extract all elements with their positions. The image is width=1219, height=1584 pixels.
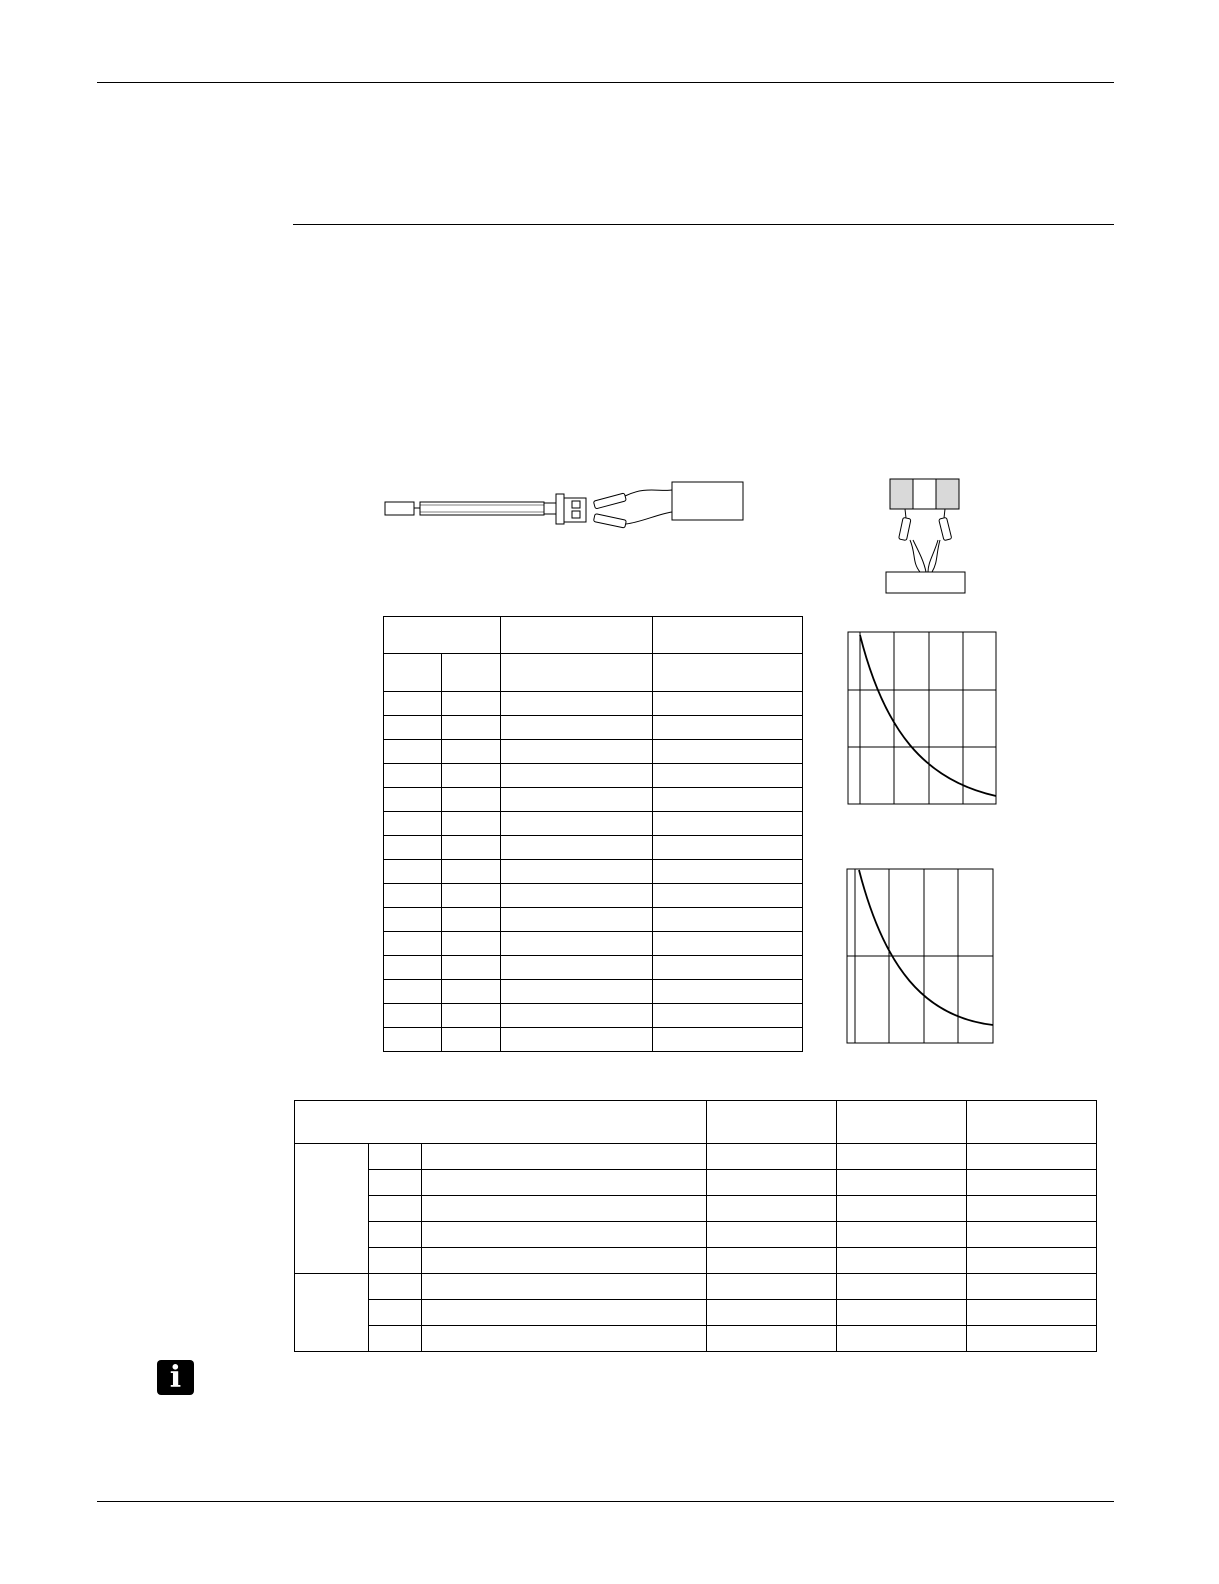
table-cell [442, 764, 501, 788]
table-row [384, 1028, 803, 1052]
table-cell [384, 956, 442, 980]
table-cell [442, 836, 501, 860]
table-subheader-cell [501, 654, 652, 692]
table-cell [501, 1028, 652, 1052]
spec-cell [967, 1300, 1097, 1326]
table-cell [652, 956, 802, 980]
spec-cell [421, 1222, 707, 1248]
connector-drawing [880, 476, 975, 598]
table-cell [501, 740, 652, 764]
spec-header-cell [967, 1101, 1097, 1144]
header-rule [97, 82, 1114, 83]
table-cell [384, 1028, 442, 1052]
table-row [384, 860, 803, 884]
table-row [384, 716, 803, 740]
table-cell [442, 740, 501, 764]
table-subheader-cell [652, 654, 802, 692]
resistance-table [383, 616, 803, 1052]
spec-cell [837, 1274, 967, 1300]
table-cell [501, 1004, 652, 1028]
table-cell [384, 812, 442, 836]
table-cell [442, 1004, 501, 1028]
spec-cell [368, 1326, 421, 1352]
table-cell [384, 764, 442, 788]
spec-cell [421, 1196, 707, 1222]
table-cell [442, 788, 501, 812]
spec-cell [421, 1248, 707, 1274]
table-cell [442, 1028, 501, 1052]
spec-cell [421, 1170, 707, 1196]
spec-row [295, 1222, 1097, 1248]
table-cell [442, 860, 501, 884]
spec-group-label [295, 1274, 369, 1352]
sensor-probe-drawing [380, 476, 750, 532]
table-cell [501, 788, 652, 812]
spec-cell [421, 1300, 707, 1326]
spec-row [295, 1144, 1097, 1170]
table-cell [501, 812, 652, 836]
spec-row [295, 1248, 1097, 1274]
resistance-curve-graph-2 [844, 867, 996, 1045]
table-cell [652, 860, 802, 884]
table-row [384, 836, 803, 860]
table-cell [652, 884, 802, 908]
table-cell [501, 908, 652, 932]
table-cell [384, 932, 442, 956]
table-subheader-cell [442, 654, 501, 692]
table-cell [384, 980, 442, 1004]
table-cell [442, 932, 501, 956]
table-cell [652, 812, 802, 836]
spec-cell [368, 1144, 421, 1170]
spec-row [295, 1196, 1097, 1222]
table-cell [384, 860, 442, 884]
spec-cell [707, 1222, 837, 1248]
table-cell [501, 764, 652, 788]
table-row [384, 932, 803, 956]
table-cell [442, 884, 501, 908]
table-cell [501, 884, 652, 908]
table-cell [442, 716, 501, 740]
spec-cell [837, 1300, 967, 1326]
table-cell [652, 716, 802, 740]
table-cell [652, 836, 802, 860]
table-cell [652, 932, 802, 956]
spec-cell [707, 1248, 837, 1274]
table-cell [652, 1028, 802, 1052]
table-cell [384, 884, 442, 908]
table-cell [652, 740, 802, 764]
spec-cell [368, 1170, 421, 1196]
spec-row [295, 1300, 1097, 1326]
table-cell [384, 716, 442, 740]
table-header-cell [652, 617, 802, 654]
table-subheader-cell [384, 654, 442, 692]
table-row [384, 884, 803, 908]
spec-cell [967, 1222, 1097, 1248]
spec-cell [707, 1170, 837, 1196]
spec-cell [368, 1196, 421, 1222]
table-row [384, 908, 803, 932]
spec-header-cell [707, 1101, 837, 1144]
spec-cell [421, 1326, 707, 1352]
spec-cell [421, 1144, 707, 1170]
spec-cell [707, 1144, 837, 1170]
table-row [384, 812, 803, 836]
spec-cell [837, 1222, 967, 1248]
table-cell [442, 692, 501, 716]
spec-cell [837, 1144, 967, 1170]
spec-cell [837, 1196, 967, 1222]
table-cell [652, 692, 802, 716]
table-row [384, 740, 803, 764]
spec-header-cell [295, 1101, 707, 1144]
spec-header-cell [837, 1101, 967, 1144]
table-cell [652, 1004, 802, 1028]
info-icon: i [157, 1360, 194, 1395]
spec-cell [368, 1222, 421, 1248]
spec-cell [967, 1144, 1097, 1170]
table-cell [384, 836, 442, 860]
spec-row [295, 1274, 1097, 1300]
spec-cell [707, 1326, 837, 1352]
table-header-cell [501, 617, 652, 654]
spec-cell [707, 1274, 837, 1300]
table-cell [501, 860, 652, 884]
section-rule [293, 224, 1114, 225]
table-cell [501, 692, 652, 716]
table-cell [501, 980, 652, 1004]
spec-cell [967, 1170, 1097, 1196]
spec-cell [421, 1274, 707, 1300]
table-row [384, 956, 803, 980]
footer-rule [97, 1501, 1114, 1502]
table-row [384, 788, 803, 812]
table-cell [442, 980, 501, 1004]
table-cell [652, 764, 802, 788]
spec-cell [707, 1300, 837, 1326]
spec-cell [837, 1248, 967, 1274]
table-cell [384, 908, 442, 932]
table-cell [384, 692, 442, 716]
spec-cell [967, 1326, 1097, 1352]
spec-table [294, 1100, 1097, 1352]
spec-cell [837, 1326, 967, 1352]
table-row [384, 1004, 803, 1028]
spec-cell [967, 1196, 1097, 1222]
table-cell [652, 908, 802, 932]
spec-cell [967, 1274, 1097, 1300]
spec-cell [368, 1248, 421, 1274]
table-cell [652, 788, 802, 812]
spec-cell [368, 1274, 421, 1300]
spec-cell [967, 1248, 1097, 1274]
table-cell [384, 1004, 442, 1028]
table-cell [501, 956, 652, 980]
table-row [384, 980, 803, 1004]
table-cell [501, 932, 652, 956]
table-row [384, 764, 803, 788]
spec-row [295, 1326, 1097, 1352]
table-cell [442, 908, 501, 932]
spec-group-label [295, 1144, 369, 1274]
table-row [384, 692, 803, 716]
table-cell [442, 956, 501, 980]
spec-row [295, 1170, 1097, 1196]
table-cell [501, 716, 652, 740]
table-header-cell [384, 617, 501, 654]
table-cell [442, 812, 501, 836]
spec-cell [837, 1170, 967, 1196]
table-cell [501, 836, 652, 860]
table-cell [652, 980, 802, 1004]
spec-cell [368, 1300, 421, 1326]
table-cell [384, 740, 442, 764]
spec-cell [707, 1196, 837, 1222]
table-cell [384, 788, 442, 812]
resistance-curve-graph-1 [844, 630, 1000, 808]
